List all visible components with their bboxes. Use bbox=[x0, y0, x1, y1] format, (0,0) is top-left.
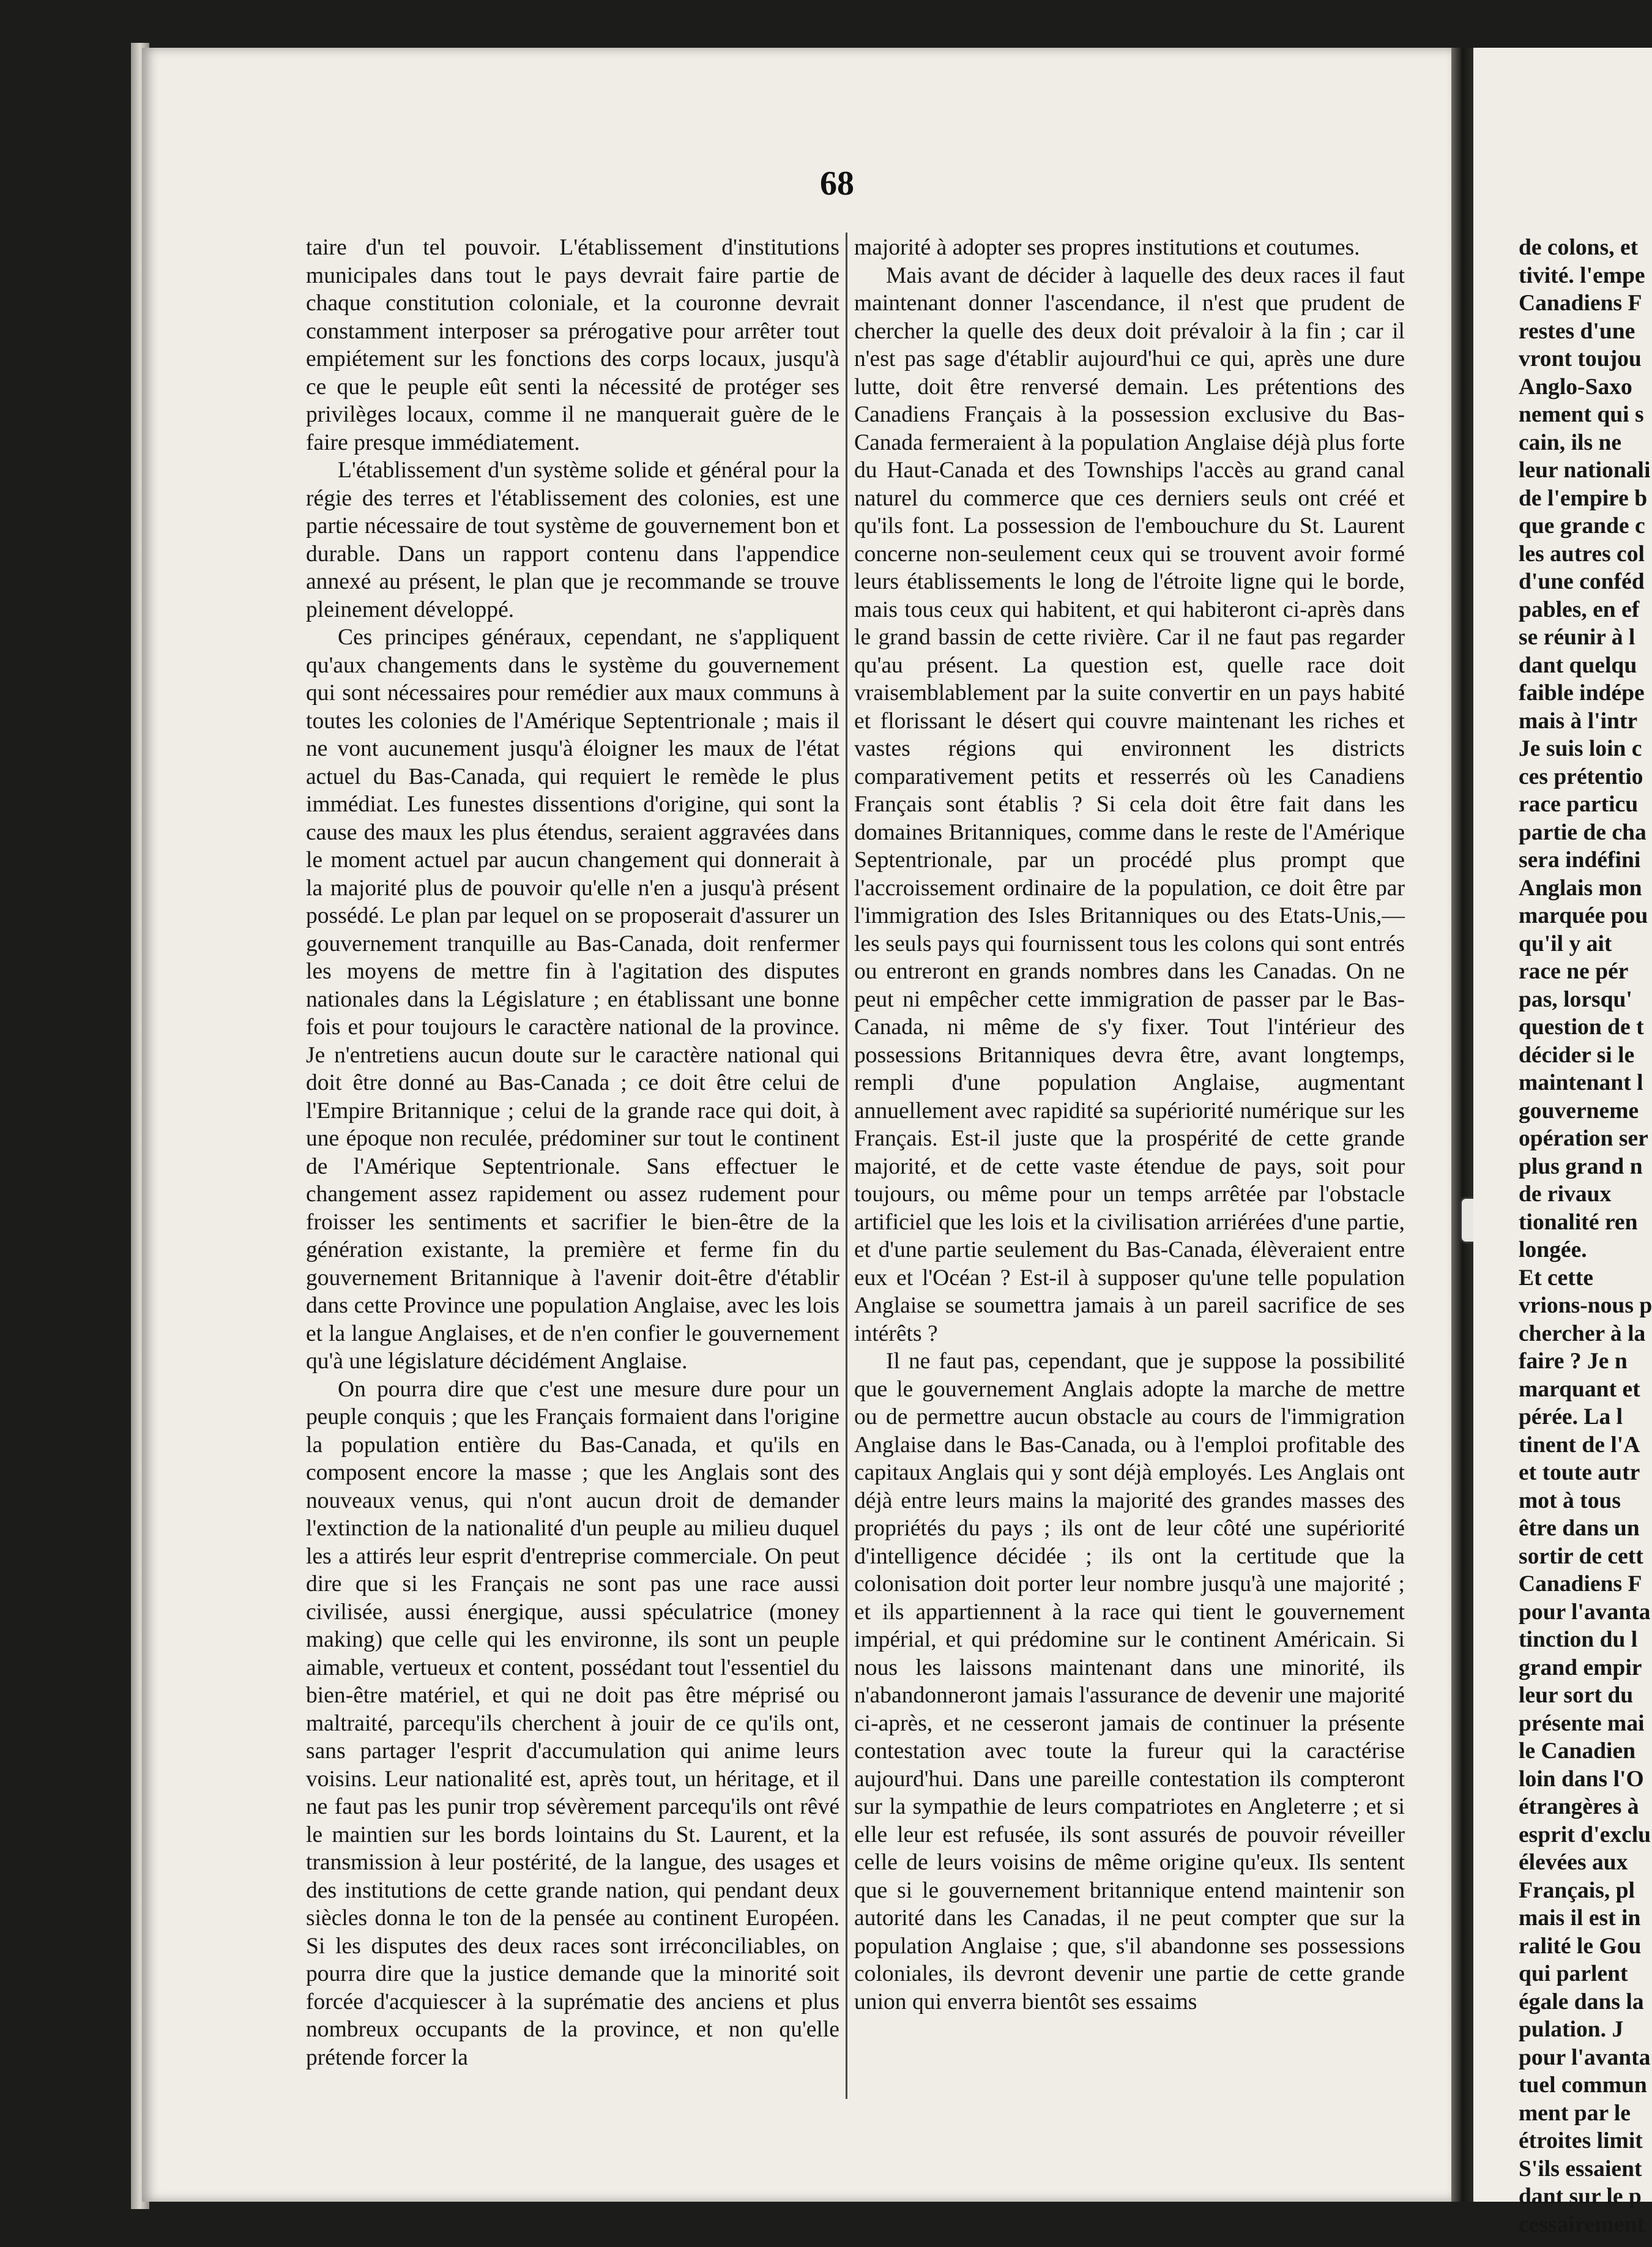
right-column-line: mais à l'intr bbox=[1519, 708, 1638, 734]
right-column-line: sortir de cett bbox=[1519, 1543, 1643, 1569]
right-column-line: Je suis loin c bbox=[1519, 736, 1642, 761]
right-column-line: décider si le bbox=[1519, 1042, 1635, 1068]
right-column-line: Et cette bbox=[1519, 1265, 1594, 1291]
right-column-line: de colons, et bbox=[1519, 235, 1639, 260]
right-column-line: que grande c bbox=[1519, 513, 1645, 538]
right-column-line: et toute autr bbox=[1519, 1460, 1640, 1485]
right-column-line: maintenant l bbox=[1519, 1070, 1643, 1095]
right-column-line: ces prétentio bbox=[1519, 764, 1643, 789]
right-column-line: S'ils essaient bbox=[1519, 2156, 1642, 2182]
right-column-line: plus grand n bbox=[1519, 1153, 1643, 1179]
right-column-line: mot à tous bbox=[1519, 1488, 1621, 1513]
right-column-line: cessairement bbox=[1519, 2212, 1645, 2237]
right-column-line: se réunir à l bbox=[1519, 625, 1635, 650]
right-column-line: loin dans l'O bbox=[1519, 1766, 1644, 1792]
right-column-line: Canadiens F bbox=[1519, 1571, 1642, 1597]
column-rule bbox=[846, 233, 847, 2099]
paragraph: majorité à adopter ses propres institutions et coutumes. bbox=[854, 235, 1360, 260]
right-column-line: vrions-nous p bbox=[1519, 1293, 1652, 1318]
right-column-line: ment par le bbox=[1519, 2100, 1631, 2126]
right-column-line: grand empir bbox=[1519, 1655, 1642, 1680]
right-column-line: marquant et bbox=[1519, 1376, 1640, 1402]
right-column-line: tinent de l'A bbox=[1519, 1432, 1640, 1458]
right-column-line: dant quelqu bbox=[1519, 652, 1637, 678]
right-column-line: égale dans la bbox=[1519, 1989, 1644, 2014]
right-column-line: chercher à la bbox=[1519, 1321, 1646, 1346]
right-column-line: pour l'avanta bbox=[1519, 2044, 1651, 2070]
right-column-line: Anglo-Saxo bbox=[1519, 374, 1632, 400]
right-column-line: cain, ils ne bbox=[1519, 430, 1622, 455]
right-column-line: qui parlent bbox=[1519, 1961, 1628, 1986]
right-column-line: tivité. l'empe bbox=[1519, 263, 1645, 288]
right-column-line: Canadiens F bbox=[1519, 291, 1642, 316]
right-column-line: étrangères à bbox=[1519, 1794, 1639, 1819]
right-column-line: marquée pou bbox=[1519, 903, 1648, 928]
right-column-line: le Canadien bbox=[1519, 1738, 1636, 1764]
right-column-line: présente mai bbox=[1519, 1710, 1645, 1736]
right-column-line: nement qui s bbox=[1519, 402, 1644, 427]
right-column-line: les autres col bbox=[1519, 541, 1645, 567]
right-column-line: sera indéfini bbox=[1519, 848, 1641, 873]
right-column-line: Anglais mon bbox=[1519, 875, 1642, 901]
right-column-line: gouverneme bbox=[1519, 1098, 1639, 1124]
paragraph: Ces principes généraux, cependant, ne s'appliquent qu'aux changements dans le système du gouvernement qui sont nécessaires pour remédier aux maux communs à toutes les colonies de l'Amérique Septentrionale ; mais il ne vont aucunement jusqu'à éloigner les maux de l'état actuel du Bas-Canada, qui requiert le remède le plus immédiat. Les funestes dissentions d'origine, qui sont la cause des maux les plus étendus, seraient aggravées dans le moment actuel par aucun changement qui donnerait à la majorité plus de pouvoir qu'elle n'en a jusqu'à présent possédé. Le plan par lequel on se proposerait d'assurer un gouvernement tranquille au Bas-Canada, doit renfermer les moyens de mettre fin à l'agitation des disputes nationales dans la Législature ; en établissant une bonne fois et pour toujours le caractère national de la province. Je n'entretiens aucun doute sur le caractère national qui doit être donné au Bas-Canada ; ce doit être celui de l'Empire Britannique ; celui de la grande race qui doit, à une époque non reculée, prédominer sur tout le continent de l'Amérique Septentrionale. Sans effectuer le changement assez rapidement ou assez rudement pour froisser les sentiments et sacrifier le bien-être de la génération existante, la première et ferme fin du gouvernement Britannique à l'avenir doit-être d'établir dans cette Province une population Anglaise, avec les lois et la langue Anglaises, et de n'en confier le gouvernement qu'à une législature décidément Anglaise. bbox=[306, 625, 839, 1374]
left-column bbox=[306, 234, 839, 2071]
right-column-line: partie de cha bbox=[1519, 819, 1646, 845]
right-column-line: leur sort du bbox=[1519, 1683, 1634, 1708]
right-column-line: ralité le Gou bbox=[1519, 1933, 1642, 1959]
middle-column bbox=[854, 234, 1405, 2016]
right-column-line: race particu bbox=[1519, 792, 1639, 817]
right-column-line: être dans un bbox=[1519, 1516, 1640, 1541]
right-column-line: tionalité ren bbox=[1519, 1209, 1638, 1235]
right-column-line: Français, pl bbox=[1519, 1877, 1635, 1903]
right-column-line: dant sur le p bbox=[1519, 2184, 1642, 2209]
right-column-line: de rivaux bbox=[1519, 1182, 1612, 1207]
right-column-line: qu'il y ait bbox=[1519, 931, 1612, 956]
right-column-line: d'une conféd bbox=[1519, 569, 1645, 594]
right-column-line: faire ? Je n bbox=[1519, 1349, 1628, 1374]
right-column-line: pas, lorsqu' bbox=[1519, 986, 1632, 1012]
right-column-line: longée. bbox=[1519, 1237, 1587, 1262]
right-column-line: pables, en ef bbox=[1519, 597, 1640, 622]
paragraph: On pourra dire que c'est une mesure dure pour un peuple conquis ; que les Français formaient dans l'origine la population entière du Bas-Canada, et qu'ils en composent encore la masse ; que les Anglais sont des nouveaux venus, qui n'ont aucun droit de demander l'extinction de la nationalité d'un peuple au milieu duquel les a attirés leur esprit d'entreprise commerciale. On peut dire que si les Français ne sont pas une race aussi civilisée, aussi énergique, aussi spéculatrice (money making) que celle qui les environne, ils sont un peuple aimable, vertueux et content, possédant tout l'essentiel du bien-être matériel, et qui ne doit pas être méprisé ou maltraité, parcequ'ils cherchent à jouir de ce qu'ils ont, sans partager l'esprit d'accumulation qui anime leurs voisins. Leur nationalité est, après tout, un héritage, et il ne faut pas les punir trop sévèrement parcequ'ils ont rêvé le maintien sur les bords lointains du St. Laurent, et la transmission à leur postérité, de la langue, des usages et des institutions de cette grande nation, qui pendant deux siècles donna le ton de la pensée au continent Européen. Si les disputes des deux races sont irréconciliables, on pourra dire que la justice demande que la minorité soit forcée d'acquiescer à la suprématie des anciens et plus nombreux occupants de la province, et non qu'elle prétende forcer la bbox=[306, 1376, 839, 2070]
right-column-line: vront toujou bbox=[1519, 346, 1642, 371]
right-column-line: étroites limit bbox=[1519, 2128, 1643, 2153]
right-column-line: tinction du l bbox=[1519, 1627, 1638, 1652]
page-number: 68 bbox=[820, 165, 854, 203]
right-column-line: pérée. La l bbox=[1519, 1404, 1623, 1429]
right-column-line: pulation. J bbox=[1519, 2017, 1624, 2042]
right-column-line: élevées aux bbox=[1519, 1850, 1628, 1875]
right-column-line: de l'empire b bbox=[1519, 485, 1648, 511]
right-column-line: esprit d'exclu bbox=[1519, 1822, 1651, 1847]
right-column-line: opération ser bbox=[1519, 1126, 1648, 1151]
paragraph: taire d'un tel pouvoir. L'établissement d'institutions municipales dans tout le pays devrait faire partie de chaque constitution coloniale, et la couronne devrait constamment interposer sa prérogative pour arrêter tout empiétement sur les fonctions des corps locaux, jusqu'à ce que le peuple eût senti la nécessité de protéger ses privilèges locaux, comme il ne manquerait guère de le faire presque immédiatement. bbox=[306, 235, 839, 455]
right-column-line: faible indépe bbox=[1519, 680, 1645, 706]
right-column-line: race ne pér bbox=[1519, 959, 1629, 984]
right-column-line: mais il est in bbox=[1519, 1906, 1641, 1931]
right-column bbox=[1519, 234, 1652, 2238]
paragraph: L'établissement d'un système solide et général pour la régie des terres et l'établissement des colonies, est une partie nécessaire de tout système de gouvernement bon et durable. Dans un rapport contenu dans l'appendice annexé au présent, le plan que je recommande se trouve pleinement développé. bbox=[306, 458, 839, 622]
right-column-line: restes d'une bbox=[1519, 318, 1635, 344]
book-gutter bbox=[1451, 48, 1473, 2202]
right-column-line: question de t bbox=[1519, 1015, 1644, 1040]
paragraph: Il ne faut pas, cependant, que je suppose la possibilité que le gouvernement Anglais adopte la marche de mettre ou de permettre aucun obstacle au cours de l'immigration Anglaise dans le Bas-Canada, ou à l'emploi profitable des capitaux Anglais qui y sont déjà employés. Les Anglais ont déjà entre leurs mains la majorité des grandes masses des propriétés du pays ; ils ont de leur côté une supériorité d'intelligence décidée ; ils ont la certitude que la colonisation doit porter leur nombre jusqu'à une majorité ; et ils appartiennent à la race qui tient le gouvernement impérial, et qui prédomine sur le continent Américain. Si nous les laissons maintenant dans une minorité, ils n'abandonneront jamais l'assurance de devenir une majorité ci-après, et ne cesseront jamais de continuer la présente contestation avec toute la fureur qui la caractérise aujourd'hui. Dans une pareille contestation ils compteront sur la sympathie de leurs compatriotes en Angleterre ; et si elle leur est refusée, ils sont assurés de pouvoir réveiller celle de leurs voisins de même origine qu'eux. Ils sentent que si le gouvernement britannique entend maintenir son autorité dans les Canadas, il ne peut compter que sur la population Anglaise ; que, s'il abandonne ses possessions coloniales, ils devront devenir une partie de cette grande union qui enverra bientôt ses essaims bbox=[854, 1349, 1405, 2014]
paragraph: Mais avant de décider à laquelle des deux races il faut maintenant donner l'ascendance, il n'est que prudent de chercher la quelle des deux doit prévaloir à la fin ; car il n'est pas sage d'établir aujourd'hui ce qui, après une dure lutte, doit être renversé demain. Les prétentions des Canadiens Français à la possession exclusive du Bas-Canada fermeraient à la population Anglaise déjà plus forte du Haut-Canada et des Townships l'accès au grand canal naturel du commerce que ces derniers seuls ont créé et qu'ils font. La possession de l'embouchure du St. Laurent concerne non-seulement ceux qui se trouvent avoir formé leurs établissements le long de l'étroite ligne qui le borde, mais tous ceux qui habitent, et qui habiteront ci-après dans le grand bassin de cette rivière. Car il ne faut pas regarder qu'au présent. La question est, quelle race doit vraisemblablement par la suite convertir en un pays habité et florissant le désert qui couvre maintenant les riches et vastes régions qui environnent les districts comparativement petits et resserrés où les Canadiens Français sont établis ? Si cela doit être fait dans les domaines Britanniques, comme dans le reste de l'Amérique Septentrionale, par un procédé plus prompt que l'accroissement ordinaire de la population, ce doit être par l'immigration des Isles Britanniques ou des Etats-Unis,—les seuls pays qui fournissent tous les colons qui sont entrés ou entreront en grands nombres dans les Canadas. On ne peut ni empêcher cette immigration de passer par le Bas-Canada, ni même de s'y fixer. Tout l'intérieur des possessions Britanniques devra être, avant longtemps, rempli d'une population Anglaise, augmentant annuellement avec rapidité sa supériorité numérique sur les Français. Est-il juste que la prospérité de cette grande majorité, et de cette vaste étendue de pays, soit pour toujours, ou même pour un temps arrêtée par l'obstacle artificiel que les lois et la civilisation arriérées d'une partie, et d'une partie seulement du Bas-Canada, élèveraient entre eux et l'Océan ? Est-il à supposer qu'une telle population Anglaise se soumettra jamais à un pareil sacrifice de ses intérêts ? bbox=[854, 263, 1405, 1346]
right-column-line: pour l'avanta bbox=[1519, 1599, 1651, 1625]
right-column-line: leur nationali bbox=[1519, 458, 1651, 483]
right-column-line: tuel commun bbox=[1519, 2073, 1647, 2098]
